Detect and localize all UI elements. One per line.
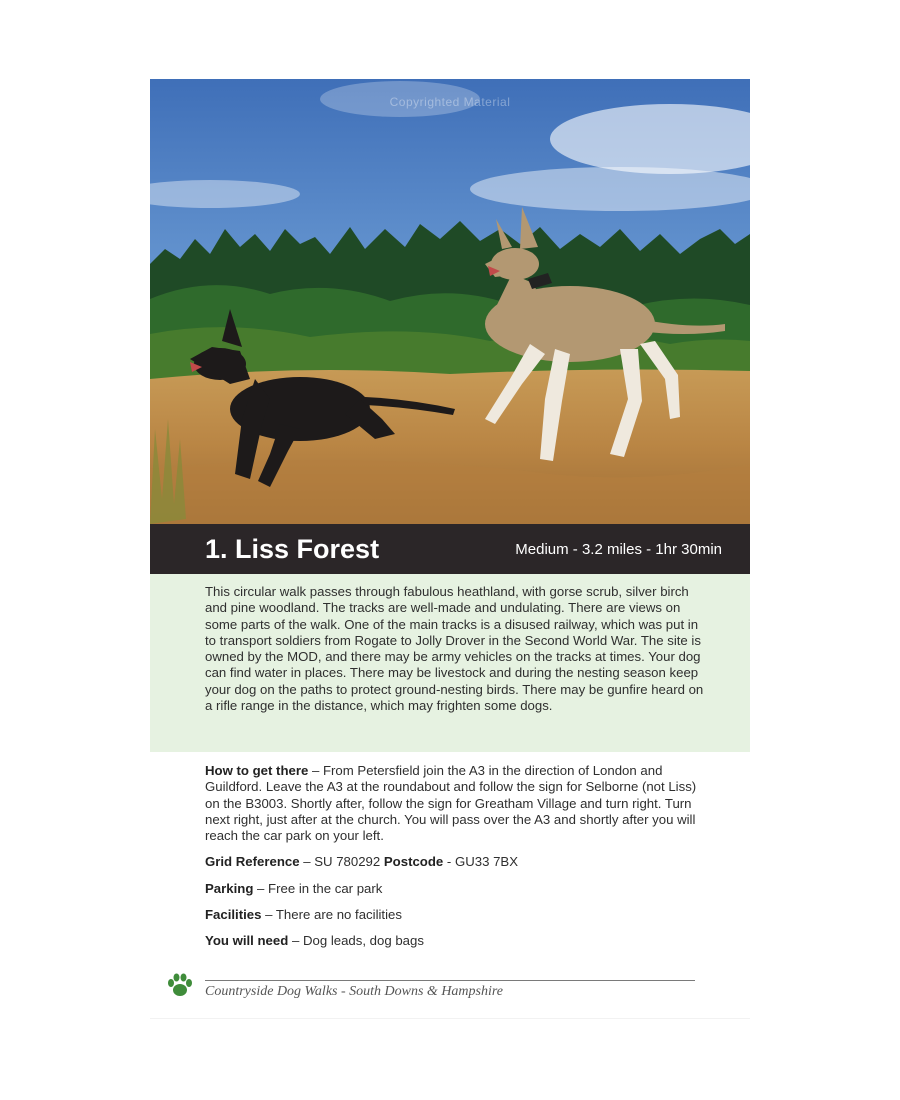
facilities — [205, 907, 705, 923]
facilities-label: Facilities — [205, 907, 262, 923]
walk-info — [205, 763, 705, 960]
walk-meta: Medium - 3.2 miles - 1hr 30min — [515, 541, 722, 558]
postcode-label: Postcode — [383, 854, 444, 870]
need-value: – Dog leads, dog bags — [288, 933, 424, 949]
grid-reference — [205, 854, 705, 870]
grid-label: Grid Reference — [205, 854, 300, 870]
facilities-value: – There are no facilities — [261, 907, 402, 923]
you-will-need — [205, 933, 705, 949]
parking-value: – Free in the car park — [253, 880, 383, 896]
grid-value: – SU 780292 — [299, 854, 384, 870]
walk-title-bar — [150, 524, 750, 574]
parking-label: Parking — [205, 880, 254, 896]
copyright-watermark: Copyrighted Material — [389, 95, 511, 109]
how-to-get-there — [205, 763, 705, 844]
description-box — [150, 574, 750, 752]
book-page — [150, 79, 750, 1019]
footer-book-title: Countryside Dog Walks - South Downs & Hampshire — [205, 984, 504, 999]
postcode-value: - GU33 7BX — [443, 854, 519, 870]
how-label: How to get there — [205, 763, 309, 778]
need-label: You will need — [205, 933, 289, 949]
greyhounds-photo — [150, 79, 750, 524]
how-text: – From Petersfield join the A3 in the direction of London and Guildford. Leave the A3 at the roundabout and follow the sign for Selborne (not Liss) on the B3003. Shortly after, follow the sign for Greatham Village and turn right. Turn next right, just after at the church. You will pass over the A3 and shortly after you will reach the car park on your left. — [205, 763, 697, 844]
walk-description: This circular walk passes through fabulous heathland, with gorse scrub, silver birch and pine woodland. The tracks are well-made and undulating. There are views on some parts of the walk. One of the main tracks is a disused railway, which was put in to transport soldiers from Rogate to Jolly Drover in the Second World War. The site is owned by the MOD, and there may be army vehicles on the tracks at times. Your dog can find water in places. There may be livestock and during the nesting season keep your dog on the paths to protect ground-nesting birds. There may be gunfire heard on a rifle range in the distance, which may frighten some dogs. — [205, 584, 704, 714]
paw-icon — [166, 971, 194, 999]
parking — [205, 881, 705, 897]
page-edge — [150, 1018, 750, 1019]
walk-title: 1. Liss Forest — [205, 534, 380, 564]
footer-rule — [205, 980, 695, 981]
cover-photo — [150, 79, 750, 524]
